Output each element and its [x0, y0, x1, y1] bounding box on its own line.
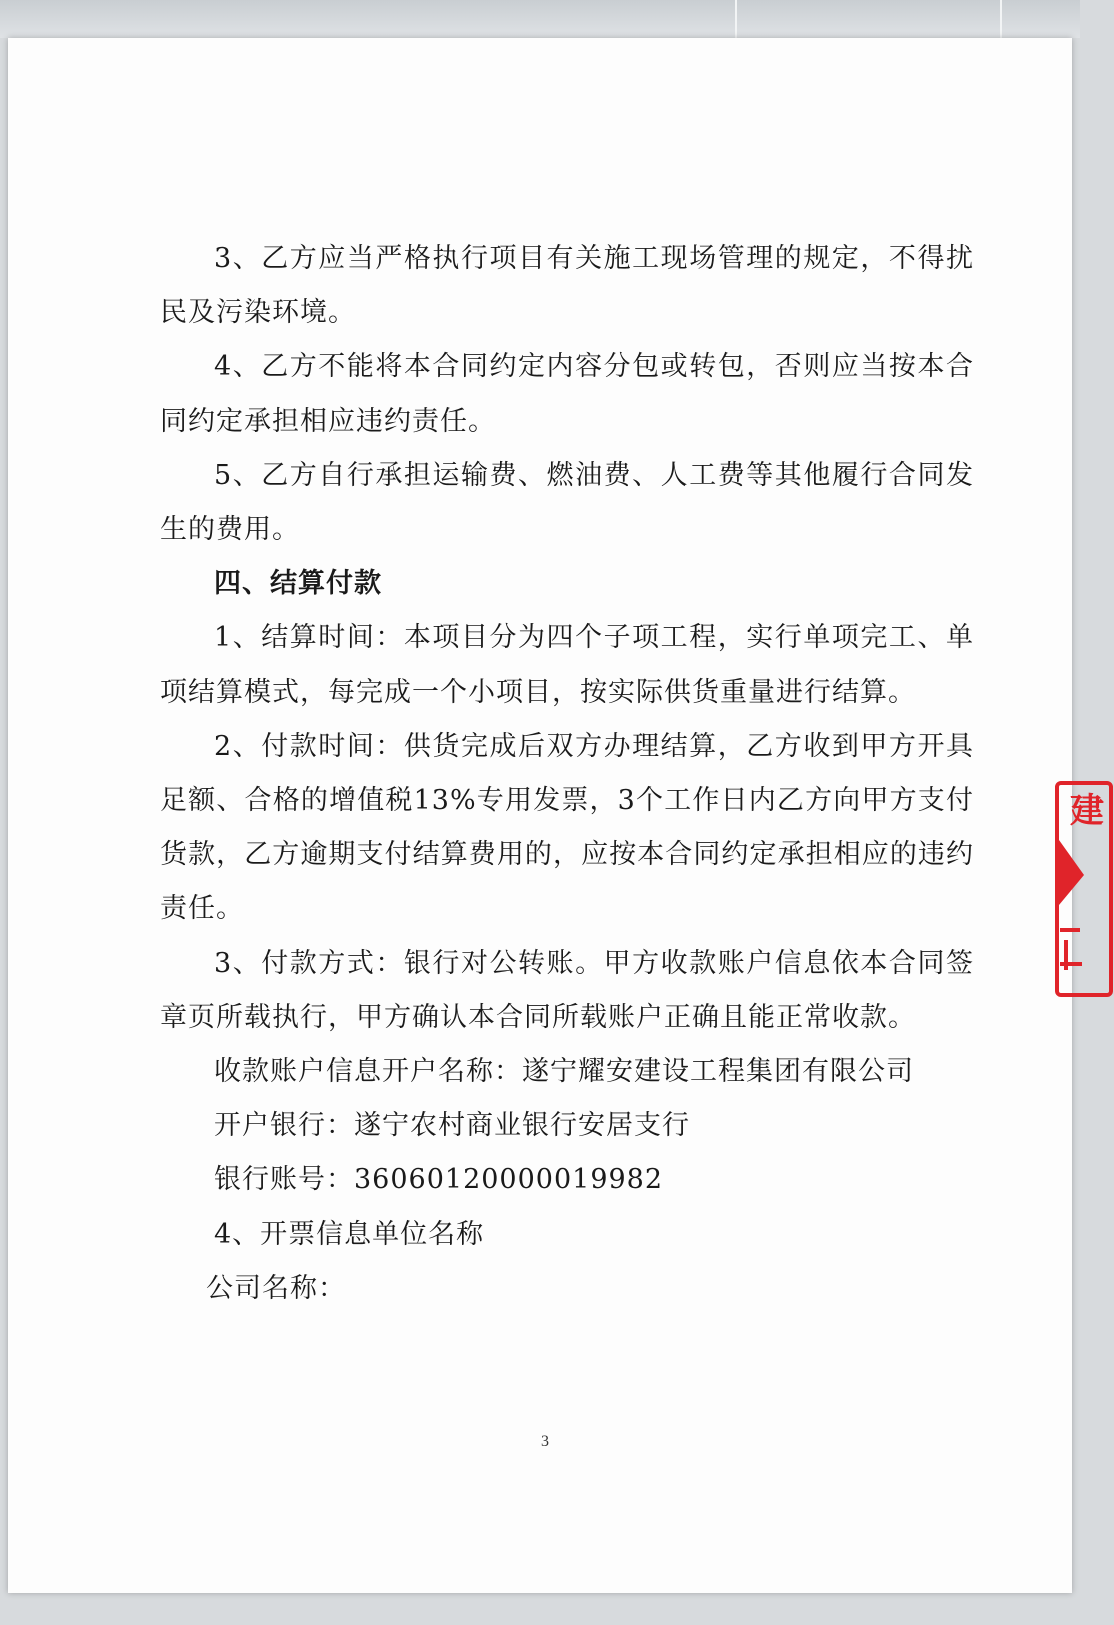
- scan-artifact-line: [735, 0, 737, 38]
- seal-graphic: [1054, 780, 1114, 998]
- red-seal-stamp: [1054, 780, 1104, 998]
- svg-text:建: 建: [1070, 791, 1104, 831]
- invoice-info-heading: 4、开票信息单位名称: [214, 1218, 485, 1250]
- bank-name-line: 开户银行：遂宁农村商业银行安居支行: [214, 1110, 690, 1142]
- settlement-time-clause: 1、结算时间：本项目分为四个子项工程，实行单项完工、单项结算模式，每完成一个小项目，按实际供货重量进行结算。: [160, 622, 974, 708]
- clause-3: 3、乙方应当严格执行项目有关施工现场管理的规定，不得扰民及污染环境。: [160, 243, 974, 329]
- page-number: 3: [541, 1433, 549, 1450]
- payment-time-clause: 2、付款时间：供货完成后双方办理结算，乙方收到甲方开具足额、合格的增值税13%专用发票，3个工作日内乙方向甲方支付货款，乙方逾期支付结算费用的，应按本合同约定承担相应的违约责任。: [160, 730, 974, 925]
- scan-top-edge: [0, 0, 1080, 38]
- clause-5: 5、乙方自行承担运输费、燃油费、人工费等其他履行合同发生的费用。: [160, 459, 974, 546]
- scan-artifact-line: [1000, 0, 1002, 38]
- section-heading: 四、结算付款: [214, 568, 382, 600]
- company-name-label: 公司名称：: [206, 1272, 346, 1304]
- document-body: [160, 232, 974, 1316]
- account-number-line: 银行账号：36060120000019982: [214, 1164, 664, 1196]
- payment-method-clause: 3、付款方式：银行对公转账。甲方收款账户信息依本合同签章页所载执行，甲方确认本合同所载账户正确且能正常收款。: [160, 947, 974, 1033]
- clause-4: 4、乙方不能将本合同约定内容分包或转包，否则应当按本合同约定承担相应违约责任。: [160, 351, 974, 437]
- account-name-line: 收款账户信息开户名称：遂宁耀安建设工程集团有限公司: [214, 1056, 914, 1088]
